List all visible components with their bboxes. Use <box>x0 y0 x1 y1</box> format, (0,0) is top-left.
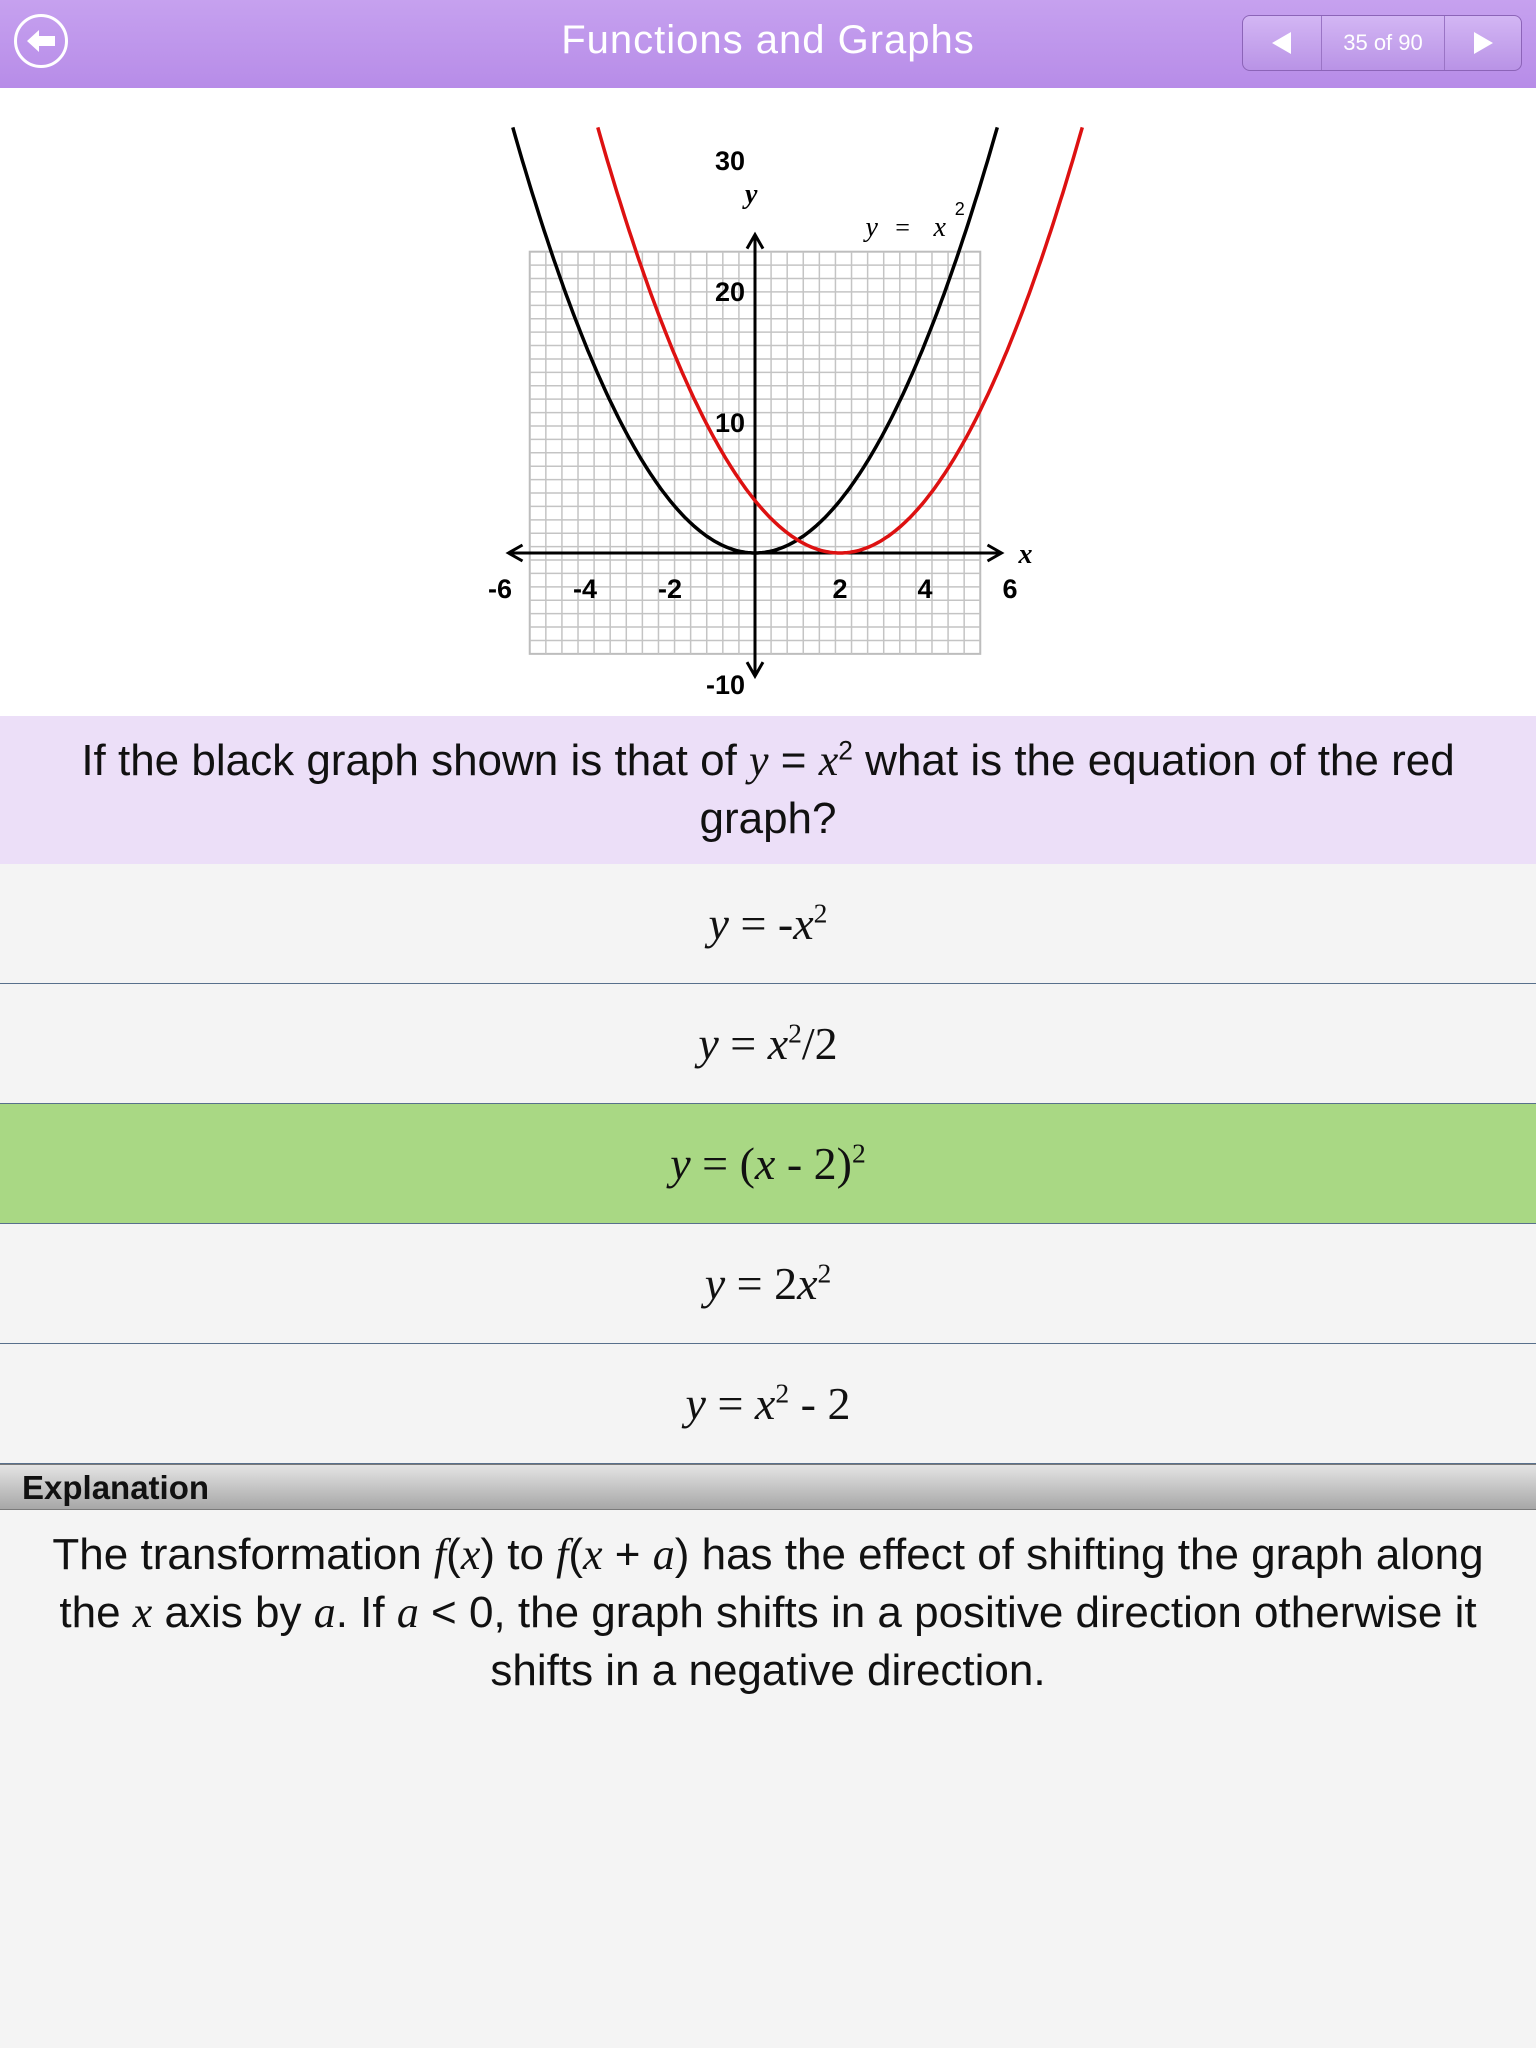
answer-option-2[interactable] <box>0 984 1536 1104</box>
next-button[interactable] <box>1445 16 1521 70</box>
question-equals: = <box>768 736 819 785</box>
parabola-chart <box>0 88 1536 716</box>
page-title: Functions and Graphs <box>561 18 975 62</box>
answer-exponent: 2 <box>817 1257 832 1289</box>
answer-option-5[interactable] <box>0 1344 1536 1464</box>
answer-text: = ( <box>690 1138 755 1189</box>
explanation-segment: ( <box>568 1530 584 1579</box>
answer-option-1[interactable] <box>0 864 1536 984</box>
x-tick-label: -2 <box>657 574 683 604</box>
answer-exponent: 2 <box>813 897 828 929</box>
answer-text: y <box>704 1258 726 1309</box>
answer-text: - 2) <box>775 1138 852 1189</box>
answer-text: x <box>754 1378 776 1429</box>
x-tick-label: 6 <box>1002 574 1018 604</box>
answer-exponent: 2 <box>851 1137 866 1169</box>
answer-exponent: 2 <box>775 1377 790 1409</box>
answer-text: x <box>767 1018 789 1069</box>
explanation-segment: < 0, the graph shifts in a positive direction otherwise it shifts in a negative direction. <box>418 1588 1477 1695</box>
answer-text: = 2 <box>725 1258 798 1309</box>
explanation-segment: a <box>652 1530 675 1579</box>
explanation-segment: x <box>460 1530 481 1579</box>
explanation-segment: + <box>602 1530 653 1579</box>
answer-text: = - <box>728 898 794 949</box>
graph-panel <box>0 88 1536 716</box>
y-tick-label: 20 <box>714 277 745 307</box>
answer-text: - 2 <box>789 1378 851 1429</box>
annotation-x: x <box>933 211 946 243</box>
question-prefix: If the black graph shown is that of <box>81 736 750 785</box>
y-tick-label: 30 <box>714 146 745 176</box>
x-tick-label: -4 <box>572 574 598 604</box>
explanation-segment: f <box>433 1530 447 1579</box>
answer-text: /2 <box>801 1018 838 1069</box>
triangle-right-icon <box>1470 30 1496 56</box>
explanation-segment: axis by <box>152 1588 314 1637</box>
answer-text: = <box>718 1018 768 1069</box>
y-axis-label: y <box>745 179 758 211</box>
answer-text: y <box>698 1018 719 1069</box>
explanation-text <box>20 1526 1516 1700</box>
x-tick-label: 4 <box>917 574 933 604</box>
answer-option-4[interactable] <box>0 1224 1536 1344</box>
explanation-segment: a <box>313 1588 336 1637</box>
question-var-y: y <box>749 736 769 785</box>
answer-option-3[interactable] <box>0 1104 1536 1224</box>
explanation-segment: f <box>556 1530 569 1579</box>
explanation-segment: ( <box>446 1530 461 1579</box>
x-tick-label: 2 <box>832 574 848 604</box>
explanation-segment: a <box>396 1588 419 1637</box>
explanation-segment: The transformation <box>52 1530 434 1579</box>
question-var-x: x <box>818 736 839 785</box>
answer-exponent: 2 <box>788 1017 802 1049</box>
answer-text: = <box>705 1378 755 1429</box>
explanation-segment: ) to <box>480 1530 557 1579</box>
triangle-left-icon <box>1269 30 1295 56</box>
explanation-segment: . If <box>335 1588 397 1637</box>
question-counter: 35 of 90 <box>1322 16 1445 70</box>
explanation-segment: ) has the effect of shifting the graph along the <box>59 1530 1484 1637</box>
answer-text: x <box>793 898 814 949</box>
answer-list <box>0 864 1536 1464</box>
x-axis-label: x <box>1018 539 1033 570</box>
top-bar <box>0 0 1536 88</box>
annotation-equals: = <box>895 212 910 242</box>
explanation-segment: x <box>132 1588 153 1637</box>
answer-text: y <box>685 1378 706 1429</box>
question-exponent: 2 <box>838 735 853 766</box>
answer-text: x <box>797 1258 818 1309</box>
answer-text: y <box>708 898 729 949</box>
question-suffix: what is the equation of the red graph? <box>699 736 1455 843</box>
annotation-y: y <box>865 211 878 243</box>
answer-text: x <box>754 1138 776 1189</box>
y-tick-label: -10 <box>705 670 745 700</box>
explanation-segment: x <box>583 1530 603 1579</box>
y-tick-label: 10 <box>714 408 745 438</box>
previous-button[interactable] <box>1243 16 1322 70</box>
annotation-exponent: 2 <box>954 199 965 220</box>
question-pager <box>1242 15 1522 71</box>
question-text <box>0 716 1536 864</box>
x-tick-label: -6 <box>487 574 513 604</box>
explanation-heading: Explanation <box>0 1464 1536 1510</box>
answer-text: y <box>670 1138 691 1189</box>
